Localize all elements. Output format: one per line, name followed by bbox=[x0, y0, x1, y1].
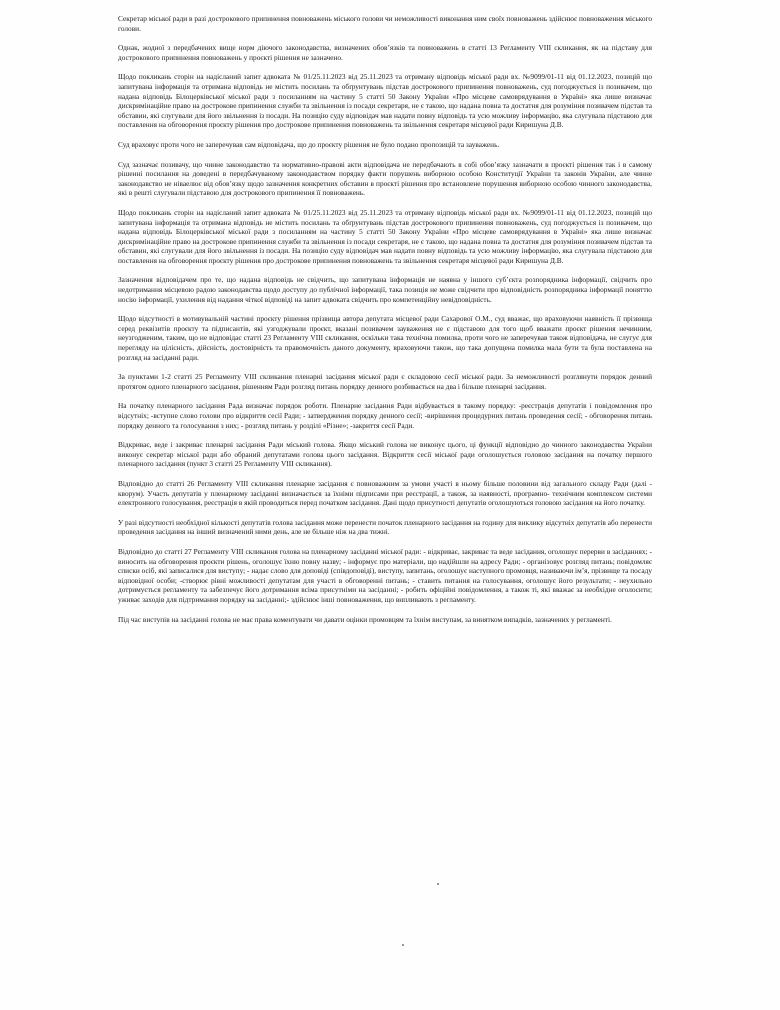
paragraph: Відповідно до статті 26 Регламенту VIII скликання пленарне засідання є повноважним за умови участі в ньому більше половини від загального складу Ради (далі - кворум). Участь депутатів у пленарному засіданні визначається за їхніми підписами при реєстрації, а також, за наявності, програмно- технічним комплексом системи електронного голосування, реєстрація в якій проводиться перед початком засідання. Дані щодо присутності депутатів оголошуються головою засідання на його початку. bbox=[118, 478, 652, 508]
paragraph: Щодо відсутності в мотивувальній частині проєкту рішення прізвища автора депутата місцевої ради Сахарової О.М., суд вважає, що враховуючи наявність її прізвища серед реквізитів проєкту та підписантів, які узгоджували проєкт, вказані позивачем зауваження не є підставою для того щоб вважати проєкт рішення нечинним, неузгодженим, таким, що не відповідає статті 23 Регламенту VIII скликання, оскільки така технічна помилка, проти чого не заперечував також відповідача, не слугує для перегляду на цілісність, дійсність, достовірність та правомочність даного документу, враховуючи також, що така допущена помилка мала бути та була поставлена на розгляд на засіданні ради. bbox=[118, 314, 652, 362]
paragraph: Однак, жодної з передбачених вище норм діючого законодавства, визначених обов’язків та повноважень в статті 13 Регламенту VIII скликання, як на підставу для дострокового припинення повноважень у проєкті рішення не зазначено. bbox=[118, 43, 652, 62]
paragraph: За пунктами 1-2 статті 25 Регламенту VIII скликання пленарні засідання міської ради є складовою сесії міської ради. За неможливості розглянути порядок денний протягом одного пленарного засідання, рішенням Ради розгляд питань порядку денного розбивається на два і більше пленарні засідання. bbox=[118, 372, 652, 391]
paragraph: Щодо покликань сторін на надісланий запит адвоката № 01/25.11.2023 від 25.11.2023 та отриману відповідь міської ради вх. №9099/01-11 від 01.12.2023, позицій що запитувана інформація та отримана відповідь не містить посилань та обґрунтувань підстав дострокового припинення повноважень, суд погоджується із позивачем, що надана відповідь Білоцерківської міської ради з посиланням на частину 5 статті 50 Закону України «Про місцеве самоврядування в Україні» яка лише визначає дискримінаційне право на дострокове припинення служби та звільнення із посади секретаря, не є такою, що надана повна та достатня для розуміння позивачем підстав та обставин, які слугували для його звільнення із посади. На позицію суду відповідач мав надати повну відповідь та усю можливу інформацію, яка слугувала підставою для поставлення на обговорення проєкту рішення про дострокове припинення повноважень та звільнення секретаря місцевої ради Киришуна Д.В. bbox=[118, 72, 652, 130]
document-body bbox=[118, 14, 652, 634]
paragraph: Суд зазначає позивачу, що чинне законодавство та нормативно-правові акти відповідача не передбачають в собі обов’язку зазначати в проєкті рішення так і в самому рішенні посилання на доведені в передбачуваному законодавством порядку факти порушень виборною особою Конституції України та законів України, але чинне законодавство не ніваелює від обов’язку щодо зазначення конкретних обставин в проєкті рішення про встановлене порушення виборною особою чинного законодавства, які в решті слугували підставою для дострокового припинення її повноважень. bbox=[118, 159, 652, 198]
paragraph: Секретар міської ради в разі дострокового припинення повноважень міського голови чи неможливості виконання ним своїх повноважень здійснює повноваження міського голови. bbox=[118, 14, 652, 33]
paragraph: Зазначення відповідачем про те, що надана відповідь не свідчить, що запитувана інформація не наявна у іншого суб’єкта розпорядника інформації, свідчить про недотримання місцевою радою законодавства щодо доступу до публічної інформації, така позиція не може свідчити про відповідність розпорядника інформації поняттю носію інформації, ухилення від надання чіткої відповіді на запит адвоката свідчить про компетенційну невідповідність. bbox=[118, 275, 652, 304]
paragraph: Відповідно до статті 27 Регламенту VIII скликання голова на пленарному засіданні міської ради: - відкриває, закриває та веде засідання, оголошує перерви в засіданнях; - виносить на обговорення проєкти рішень, оголошує їхню повну назву; - інформує про матеріали, що надійшли на адресу Ради; - організовує розгляд питань; повідомляє списки осіб, які записалися для виступу; - надає слово для доповіді (співдоповіді), виступу, запитань, оголошує наступного промовця, називаючи ім’я, прізвище та посаду відповідної особи; -створює рівні можливості депутатам для участі в обговоренні питань; - ставить питання на голосування, оголошує його результати; - неухильно дотримується регламенту та забезпечує його дотримання всіма присутніми на засіданні; - робить офіційні повідомлення, а також ті, які вважає за необхідне оголосити; уживає заходів для підтримання порядку на засіданні;- здійснює інші повноваження, що випливають з регламенту. bbox=[118, 546, 652, 604]
paragraph: На початку пленарного засідання Рада визначає порядок роботи. Пленарне засідання Ради відбувається в такому порядку: -реєстрація депутатів і повідомлення про відсутніх; -вступне слово голови про відкриття сесії Ради; - затвердження порядку денного сесії; -вирішення процедурних питань проведення сесії; - обговорення питань порядку денного та голосування з них; - розгляд питань у розділі «Різне»; -закриття сесії Ради. bbox=[118, 401, 652, 430]
paragraph: У разі відсутності необхідної кількості депутатів голова засідання може перенести початок пленарного засідання на годину для виклику відсутніх депутатів або перенести проведення засідання на інший визначений ними день, але не більше ніж на два тижні. bbox=[118, 517, 652, 537]
paragraph: Щодо покликань сторін на надісланий запит адвоката № 01/25.11.2023 від 25.11.2023 та отриману відповідь міської ради вх. №9099/01-11 від 01.12.2023, позицій що запитувана інформація та отримана відповідь не містить посилань та обґрунтувань підстав дострокового припинення повноважень, суд погоджується із позивачем, що надана відповідь Білоцерківської міської ради з посиланням на частину 5 статті 50 Закону України «Про місцеве самоврядування в Україні» яка лише визначає дискримінаційне право на дострокове припинення служби та звільнення із посади секретаря, не є такою, що надана повна та достатня для розуміння позивачем підстав та обставин, які слугували для його звільнення із посади. На позицію суду відповідач мав надати повну відповідь та усю можливу інформацію, яка слугувала підставою для поставлення на обговорення проєкту рішення про дострокове припинення повноважень та звільнення секретаря місцевої ради Киришуна Д.В. bbox=[118, 207, 652, 265]
paragraph: Суд враховує проти чого не заперечував сам відповідача, що до проєкту рішення не було подано пропозицій та зауважень. bbox=[118, 139, 500, 149]
scan-speck bbox=[402, 944, 404, 946]
paragraph: Відкриває, веде і закриває пленарні засідання Ради міський голова. Якщо міський голова не виконує цього, ці функції відповідно до чинного законодавства України виконує секретар міської ради або обраний депутатами голова цього засідання. Відкриття сесії міської ради оголошується головою засідання на початку першого пленарного засідання (пункт 3 статті 25 Регламенту VIII скликання). bbox=[118, 440, 652, 469]
scan-speck bbox=[437, 883, 439, 885]
paragraph: Під час виступів на засіданні голова не має права коментувати чи давати оцінки промовцям та їхнім виступам, за винятком випадків, зазначених у регламенті. bbox=[118, 614, 612, 624]
